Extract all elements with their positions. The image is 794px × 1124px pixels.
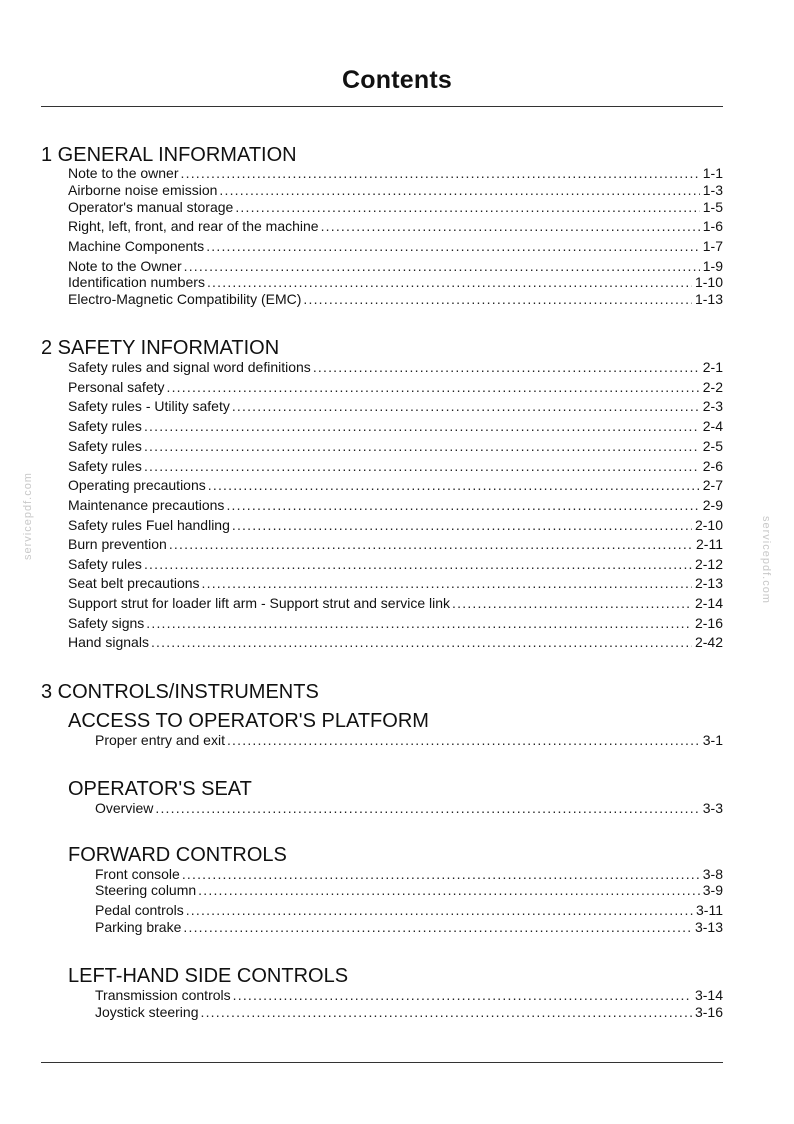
toc-entry-page: 2-6 [702, 458, 723, 474]
toc-entry[interactable] [68, 398, 723, 415]
toc-entry[interactable] [68, 182, 723, 199]
toc-entry[interactable] [68, 556, 723, 573]
subsection-heading-access-platform: ACCESS TO OPERATOR'S PLATFORM [68, 710, 429, 732]
toc-entry-page: 2-10 [694, 517, 723, 533]
toc-entry-title: Burn prevention [68, 536, 167, 552]
toc-entry-title: Parking brake [95, 919, 182, 935]
toc-leader-dots [233, 987, 692, 1004]
toc-entry-page: 3-8 [702, 866, 723, 882]
toc-entry[interactable] [68, 274, 723, 291]
toc-entry-title: Safety rules [68, 418, 142, 434]
toc-entry-page: 1-13 [694, 291, 723, 307]
toc-leader-dots [181, 165, 700, 182]
toc-entry[interactable] [68, 517, 723, 534]
toc-entry-page: 2-7 [702, 477, 723, 493]
toc-entry[interactable] [95, 1004, 723, 1021]
toc-entry-title: Safety rules and signal word definitions [68, 359, 311, 375]
toc-entry[interactable] [95, 866, 723, 883]
toc-leader-dots [232, 517, 692, 534]
footer-divider [41, 1062, 723, 1063]
toc-entry-title: Safety rules - Utility safety [68, 398, 230, 414]
toc-entry-page: 3-1 [702, 732, 723, 748]
toc-entry-title: Personal safety [68, 379, 165, 395]
toc-entry-title: Pedal controls [95, 902, 184, 918]
toc-leader-dots [186, 902, 693, 919]
toc-entry-title: Safety rules [68, 458, 142, 474]
toc-entry-page: 1-3 [702, 182, 723, 198]
toc-leader-dots [232, 398, 700, 415]
toc-entry-title: Safety signs [68, 615, 145, 631]
watermark-left: servicepdf.com [22, 472, 34, 560]
toc-entry-title: Maintenance precautions [68, 497, 225, 513]
toc-entry[interactable] [95, 902, 723, 919]
toc-entry[interactable] [68, 438, 723, 455]
toc-entry-page: 2-16 [694, 615, 723, 631]
toc-leader-dots [313, 359, 700, 376]
toc-entry[interactable] [68, 418, 723, 435]
toc-entry-page: 1-6 [702, 218, 723, 234]
toc-leader-dots [167, 379, 700, 396]
toc-entry-title: Operating precautions [68, 477, 206, 493]
toc-entry[interactable] [68, 199, 723, 216]
toc-entry-page: 1-9 [702, 258, 723, 274]
toc-entry-title: Steering column [95, 882, 197, 898]
toc-entry[interactable] [68, 218, 723, 235]
toc-entry-title: Support strut for loader lift arm - Support strut and service link [68, 595, 451, 611]
toc-entry-page: 3-13 [694, 919, 723, 935]
toc-entry-page: 1-5 [702, 199, 723, 215]
toc-entry[interactable] [68, 291, 723, 308]
toc-entry[interactable] [68, 238, 723, 255]
toc-entry-title: Note to the owner [68, 165, 179, 181]
subsection-heading-left-hand-side-controls: LEFT-HAND SIDE CONTROLS [68, 965, 349, 987]
toc-leader-dots [207, 274, 692, 291]
toc-leader-dots [144, 418, 700, 435]
toc-entry-page: 1-7 [702, 238, 723, 254]
page-title: Contents [342, 66, 452, 94]
toc-entry-page: 1-10 [694, 274, 723, 290]
toc-leader-dots [321, 218, 700, 235]
toc-leader-dots [227, 732, 700, 749]
subsection-heading-operators-seat: OPERATOR'S SEAT [68, 778, 252, 800]
toc-entry[interactable] [68, 575, 723, 592]
toc-leader-dots [144, 438, 700, 455]
toc-leader-dots [182, 866, 700, 883]
toc-leader-dots [144, 556, 692, 573]
toc-leader-dots [206, 238, 700, 255]
toc-entry[interactable] [68, 258, 723, 275]
toc-entry[interactable] [68, 497, 723, 514]
toc-entry[interactable] [68, 359, 723, 376]
toc-entry-title: Machine Components [68, 238, 205, 254]
toc-entry-page: 2-42 [694, 634, 723, 650]
toc-entry-title: Seat belt precautions [68, 575, 200, 591]
toc-leader-dots [208, 477, 700, 494]
toc-entry[interactable] [68, 379, 723, 396]
toc-leader-dots [144, 458, 700, 475]
toc-leader-dots [184, 258, 700, 275]
toc-leader-dots [155, 800, 699, 817]
toc-entry-page: 3-14 [694, 987, 723, 1003]
toc-entry-title: Operator's manual storage [68, 199, 234, 215]
toc-entry[interactable] [68, 634, 723, 651]
toc-entry[interactable] [95, 732, 723, 749]
toc-leader-dots [303, 291, 692, 308]
toc-entry-page: 2-3 [702, 398, 723, 414]
toc-entry[interactable] [68, 458, 723, 475]
toc-entry-page: 2-11 [696, 536, 723, 552]
toc-entry[interactable] [68, 165, 723, 182]
toc-entry-page: 2-13 [694, 575, 723, 591]
section-heading-controls-instruments: 3 CONTROLS/INSTRUMENTS [41, 681, 319, 703]
toc-entry-page: 2-5 [702, 438, 723, 454]
toc-entry-title: Identification numbers [68, 274, 205, 290]
toc-entry-page: 2-2 [702, 379, 723, 395]
toc-entry[interactable] [68, 595, 723, 612]
toc-leader-dots [219, 182, 699, 199]
section-heading-general-information: 1 GENERAL INFORMATION [41, 144, 297, 166]
toc-entry[interactable] [95, 882, 723, 899]
toc-entry-page: 3-3 [702, 800, 723, 816]
toc-entry-page: 3-9 [702, 882, 723, 898]
toc-entry-title: Joystick steering [95, 1004, 199, 1020]
header-divider [41, 106, 723, 107]
toc-entry-title: Proper entry and exit [95, 732, 225, 748]
toc-entry[interactable] [95, 800, 723, 817]
toc-leader-dots [202, 575, 692, 592]
toc-entry-title: Transmission controls [95, 987, 231, 1003]
toc-entry-page: 2-4 [702, 418, 723, 434]
watermark-right: servicepdf.com [760, 516, 772, 604]
toc-entry-title: Safety rules [68, 556, 142, 572]
toc-entry-page: 3-11 [696, 902, 723, 918]
toc-entry-page: 2-1 [702, 359, 723, 375]
section-heading-safety-information: 2 SAFETY INFORMATION [41, 337, 280, 359]
toc-leader-dots [200, 1004, 691, 1021]
toc-entry-title: Front console [95, 866, 180, 882]
toc-entry-title: Note to the Owner [68, 258, 182, 274]
toc-entry-title: Safety rules [68, 438, 142, 454]
toc-entry-title: Electro-Magnetic Compatibility (EMC) [68, 291, 302, 307]
toc-entry-title: Overview [95, 800, 154, 816]
toc-entry-title: Safety rules Fuel handling [68, 517, 230, 533]
toc-leader-dots [169, 536, 693, 553]
toc-entry-page: 1-1 [702, 165, 723, 181]
toc-entry-page: 2-9 [702, 497, 723, 513]
toc-entry[interactable] [68, 615, 723, 632]
toc-entry[interactable] [68, 477, 723, 494]
subsection-heading-forward-controls: FORWARD CONTROLS [68, 844, 287, 866]
toc-entry-title: Hand signals [68, 634, 149, 650]
toc-leader-dots [151, 634, 692, 651]
toc-leader-dots [226, 497, 699, 514]
toc-leader-dots [198, 882, 700, 899]
toc-entry-page: 2-12 [694, 556, 723, 572]
toc-leader-dots [183, 919, 692, 936]
toc-entry[interactable] [68, 536, 723, 553]
toc-entry-page: 3-16 [694, 1004, 723, 1020]
toc-entry[interactable] [95, 987, 723, 1004]
toc-leader-dots [235, 199, 699, 216]
toc-leader-dots [452, 595, 692, 612]
toc-leader-dots [146, 615, 692, 632]
toc-entry-title: Airborne noise emission [68, 182, 218, 198]
toc-entry-page: 2-14 [694, 595, 723, 611]
toc-entry[interactable] [95, 919, 723, 936]
toc-entry-title: Right, left, front, and rear of the machine [68, 218, 319, 234]
